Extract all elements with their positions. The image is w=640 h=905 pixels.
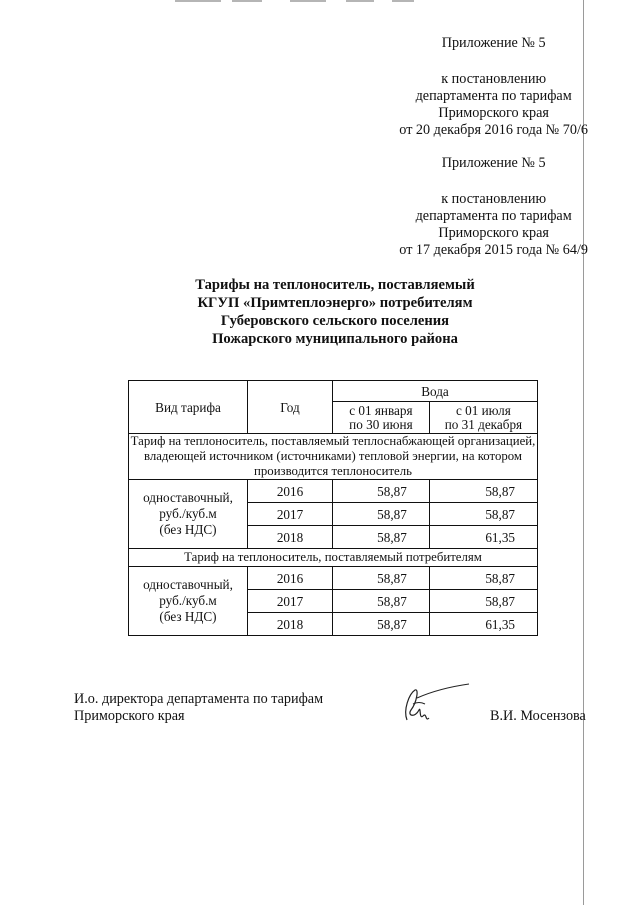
title-line: Губеровского сельского поселения (220, 313, 450, 329)
tariff-kind-line: (без НДС) (159, 522, 217, 537)
appendix-block-2015 (399, 155, 588, 259)
handwritten-signature (395, 680, 475, 730)
value-cell: 58,87 (429, 480, 537, 503)
appendix-line: департамента по тарифам (415, 88, 572, 104)
value-cell: 58,87 (333, 480, 430, 503)
value-cell: 58,87 (333, 503, 430, 526)
tariff-kind-line: одноставочный, (143, 577, 233, 592)
appendix-title: Приложение № 5 (441, 155, 546, 171)
tariff-kind-line: (без НДС) (159, 609, 217, 624)
value-cell: 58,87 (429, 590, 537, 613)
appendix-line: к постановлению (441, 71, 547, 87)
signatory-position-line: Приморского края (74, 708, 185, 724)
signatory-position (74, 691, 323, 725)
signatory-position-line: И.о. директора департамента по тарифам (74, 691, 324, 707)
document-title (130, 276, 540, 348)
period-2-from: с 01 июля (455, 402, 511, 418)
period-2-to: по 31 декабря (444, 416, 523, 432)
year-cell: 2018 (248, 526, 333, 549)
section-heading: Тариф на теплоноситель, поставляемый потребителям (129, 549, 538, 567)
section-heading: Тариф на теплоноситель, поставляемый теплоснабжающей организацией, владеющей источником (источниками) тепловой энергии, на котором производится теплоноситель (129, 434, 538, 480)
appendix-line: к постановлению (441, 191, 547, 207)
tariff-table (128, 380, 538, 636)
table-row (129, 567, 538, 590)
section-heading-row (129, 434, 538, 480)
value-cell: 58,87 (333, 526, 430, 549)
year-cell: 2016 (248, 567, 333, 590)
scan-top-mark (232, 0, 262, 2)
value-cell: 58,87 (333, 590, 430, 613)
appendix-block-2016 (399, 35, 588, 139)
period-1-to: по 30 июня (349, 416, 413, 432)
period-1-from: с 01 января (349, 402, 413, 418)
section-heading-row (129, 549, 538, 567)
table-header-row (129, 381, 538, 402)
appendix-line: от 20 декабря 2016 года № 70/6 (399, 122, 588, 138)
value-cell: 61,35 (429, 526, 537, 549)
header-water: Вода (333, 381, 538, 402)
appendix-line: департамента по тарифам (415, 208, 572, 224)
value-cell: 58,87 (333, 613, 430, 636)
year-cell: 2016 (248, 480, 333, 503)
scan-top-mark (175, 0, 221, 2)
value-cell: 58,87 (429, 503, 537, 526)
appendix-line: от 17 декабря 2015 года № 64/9 (399, 242, 588, 258)
appendix-line: Приморского края (438, 225, 549, 241)
tariff-kind-line: руб./куб.м (159, 506, 217, 521)
tariff-kind-line: одноставочный, (143, 490, 233, 505)
header-year: Год (248, 381, 333, 434)
header-period-1 (333, 402, 430, 434)
table-row (129, 480, 538, 503)
scan-top-mark (346, 0, 374, 2)
tariff-kind-cell (129, 567, 248, 636)
signatory-name: В.И. Мосензова (490, 708, 586, 724)
value-cell: 58,87 (429, 567, 537, 590)
value-cell: 58,87 (333, 567, 430, 590)
appendix-line: Приморского края (438, 105, 549, 121)
year-cell: 2018 (248, 613, 333, 636)
year-cell: 2017 (248, 590, 333, 613)
value-cell: 61,35 (429, 613, 537, 636)
tariff-kind-cell (129, 480, 248, 549)
scan-top-mark (290, 0, 326, 2)
tariff-kind-line: руб./куб.м (159, 593, 217, 608)
year-cell: 2017 (248, 503, 333, 526)
title-line: КГУП «Примтеплоэнерго» потребителям (197, 295, 473, 311)
title-line: Пожарского муниципального района (212, 331, 458, 347)
header-tariff-kind: Вид тарифа (129, 381, 248, 434)
title-line: Тарифы на теплоноситель, поставляемый (195, 277, 475, 293)
appendix-title: Приложение № 5 (441, 35, 546, 51)
scan-top-mark (392, 0, 414, 2)
header-period-2 (429, 402, 537, 434)
